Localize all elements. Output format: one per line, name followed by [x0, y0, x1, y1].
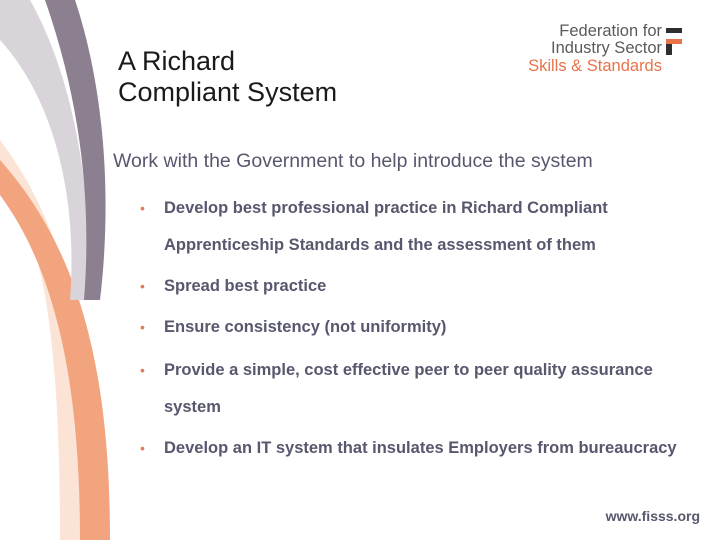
- bullet-marker: •: [140, 440, 145, 456]
- title-line-2: Compliant System: [118, 77, 338, 107]
- logo-line-1: Federation for: [559, 22, 662, 40]
- logo-mark-bar-top: [666, 28, 682, 33]
- slide-heading: Work with the Government to help introduce the system: [113, 150, 593, 172]
- bullet-text: Provide a simple, cost effective peer to peer quality assurance system: [164, 361, 653, 416]
- bullet-marker: •: [140, 200, 145, 216]
- logo-mark-bar-middle: [666, 39, 682, 44]
- bullet-text: Spread best practice: [164, 277, 327, 295]
- slide-title: [118, 46, 337, 108]
- title-line-1: A Richard: [118, 46, 236, 76]
- bullet-text: Ensure consistency (not uniformity): [164, 318, 447, 336]
- fisss-logo: [522, 22, 692, 78]
- bullet-marker: •: [140, 278, 145, 294]
- bullet-text: Develop best professional practice in Richard Compliant Apprenticeship Standards and the assessment of them: [164, 199, 608, 254]
- bullet-marker: •: [140, 319, 145, 335]
- logo-line-2: Industry Sector: [551, 39, 662, 57]
- footer-url: www.fisss.org: [605, 508, 700, 524]
- bullet-marker: •: [140, 362, 145, 378]
- bullet-text: Develop an IT system that insulates Employers from bureaucracy: [164, 439, 677, 457]
- logo-line-3: Skills & Standards: [528, 57, 662, 75]
